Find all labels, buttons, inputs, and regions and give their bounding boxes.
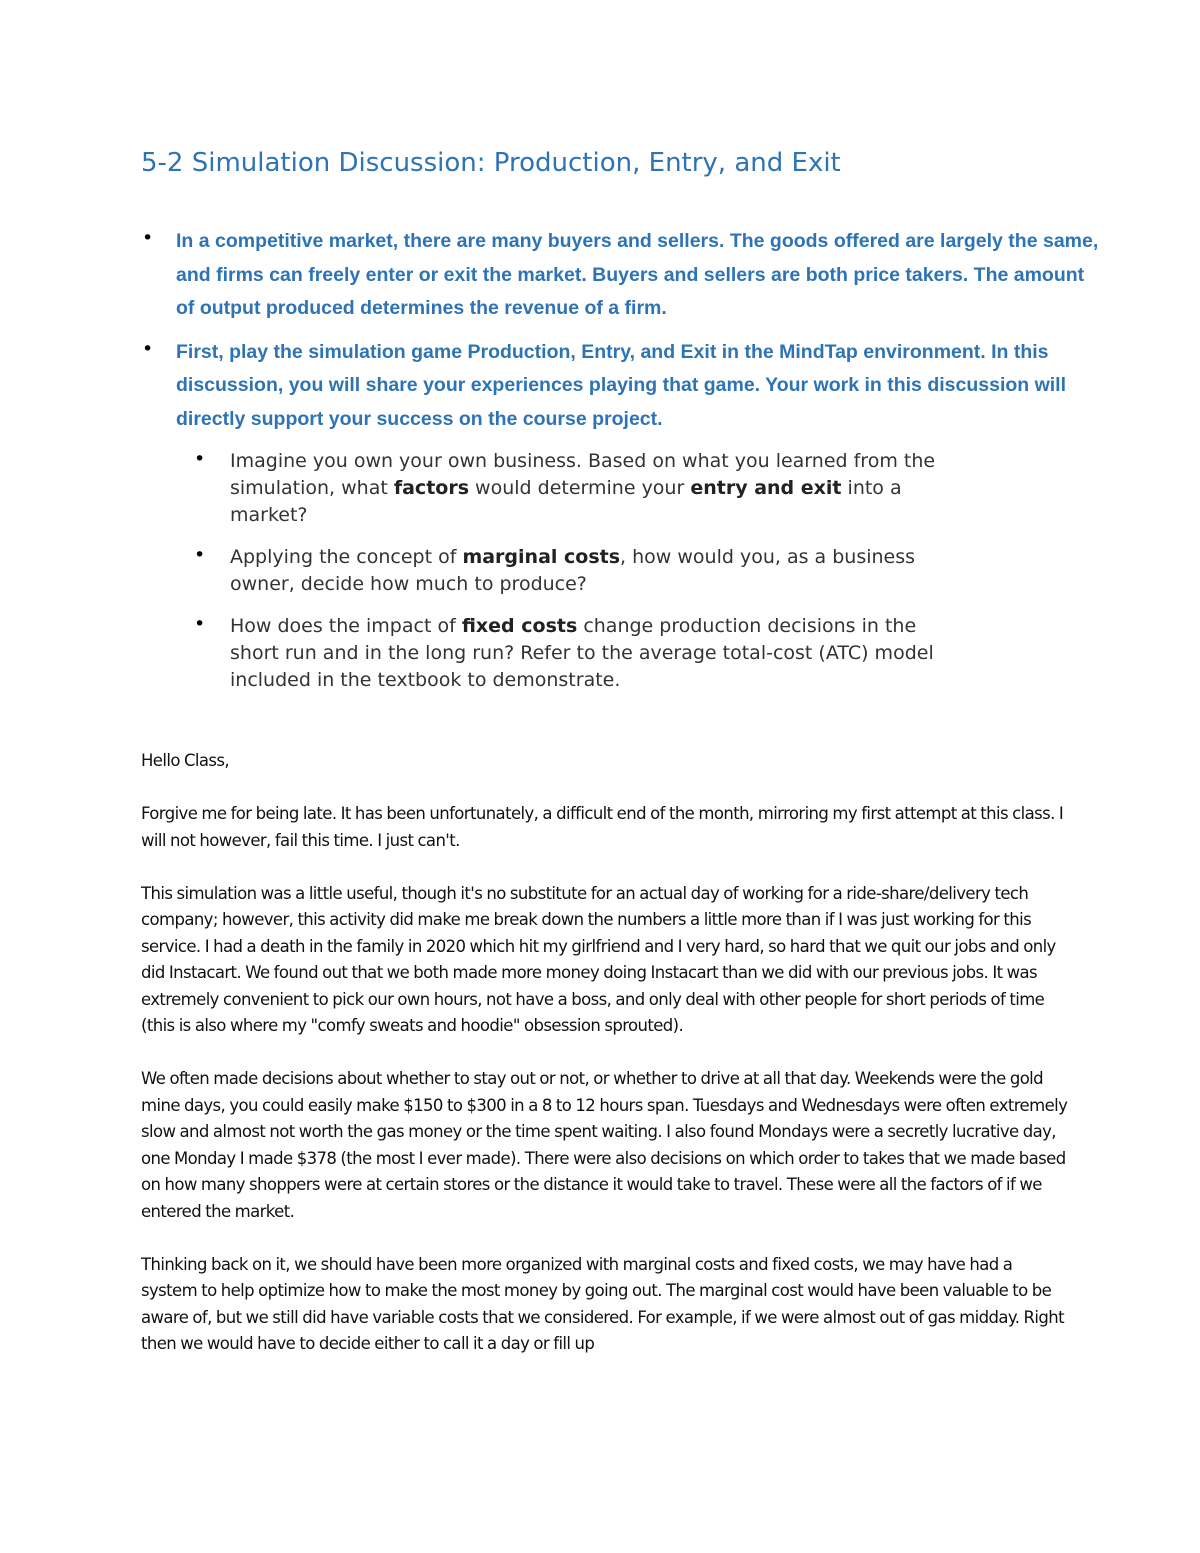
question-keyword: marginal costs [462, 546, 621, 568]
question-keyword: entry and exit [690, 477, 842, 499]
question-item [0, 613, 1100, 694]
discussion-reply [141, 748, 1071, 1384]
question-text: , how would you, as a business owner, decide how much to produce? [230, 546, 916, 595]
bullet-icon: • [194, 544, 206, 566]
question-text: change production decisions in the short run and in the long run? Refer to the average total-cost (ATC) model included in the textbook to demonstrate. [230, 615, 934, 691]
question-text: into a market? [230, 477, 902, 526]
question-item [0, 544, 1100, 598]
question-text: How does the impact of [230, 615, 462, 637]
prompt-bullet-list [0, 225, 1200, 709]
bullet-icon: • [142, 227, 154, 249]
question-keyword: factors [393, 477, 470, 499]
bullet-icon: • [194, 448, 206, 470]
question-text: Applying the concept of [230, 546, 463, 568]
reply-greeting: Hello Class, [141, 751, 230, 770]
question-item [0, 448, 1100, 529]
reply-paragraph: We often made decisions about whether to stay out or not, or whether to drive at all that day. Weekends were the gold mine days, you could easily make $150 to $300 in a 8 to 12 hours span. Tuesdays and Wednesdays were often extremely slow and almost not worth the gas money or the time spent waiting. I also found Mondays were a secretly lucrative day, one Monday I made $378 (the most I ever made). There were also decisions on which order to takes that we made based on how many shoppers were at certain stores or the distance it would take to travel. These were all the factors of if we entered the market. [141, 1069, 1068, 1221]
bullet-icon: • [142, 337, 154, 360]
document-title: 5-2 Simulation Discussion: Production, Entry, and Exit [141, 148, 841, 178]
question-list [176, 448, 1100, 694]
question-keyword: fixed costs [461, 615, 578, 637]
prompt-bullet-text: In a competitive market, there are many buyers and sellers. The goods offered are largely the same, and firms can freely enter or exit the market. Buyers and sellers are both price takers. The amount of output produced determines the revenue of a firm. [176, 230, 1099, 319]
prompt-bullet-item [0, 336, 1200, 695]
prompt-bullet-item [0, 225, 1200, 326]
question-text: Imagine you own your own business. Based on what you learned from the simulation, what [230, 450, 936, 499]
question-text: would determine your [469, 477, 691, 499]
reply-paragraph: Thinking back on it, we should have been more organized with marginal costs and fixed costs, we may have had a system to help optimize how to make the most money by going out. The marginal cost would have been valuable to be aware of, but we still did have variable costs that we considered. For example, if we were almost out of gas midday. Right then we would have to decide either to call it a day or fill up [141, 1254, 1064, 1353]
prompt-bullet-text: First, play the simulation game Production, Entry, and Exit in the MindTap environment. In this discussion, you will share your experiences playing that game. Your work in this discussion will directly support your success on the course project. [176, 340, 1067, 430]
bullet-icon: • [194, 613, 206, 635]
reply-paragraph: Forgive me for being late. It has been unfortunately, a difficult end of the month, mirroring my first attempt at this class. I will not however, fail this time. I just can't. [141, 804, 1064, 850]
reply-paragraph: This simulation was a little useful, though it's no substitute for an actual day of working for a ride-share/delivery tech company; however, this activity did make me break down the numbers a little more than if I was just working for this service. I had a death in the family in 2020 which hit my girlfriend and I very hard, so hard that we quit our jobs and only did Instacart. We found out that we both made more money doing Instacart than we did with our previous jobs. It was extremely convenient to pick our own hours, not have a boss, and only deal with other people for short periods of time (this is also where my "comfy sweats and hoodie" obsession sprouted). [141, 883, 1056, 1035]
